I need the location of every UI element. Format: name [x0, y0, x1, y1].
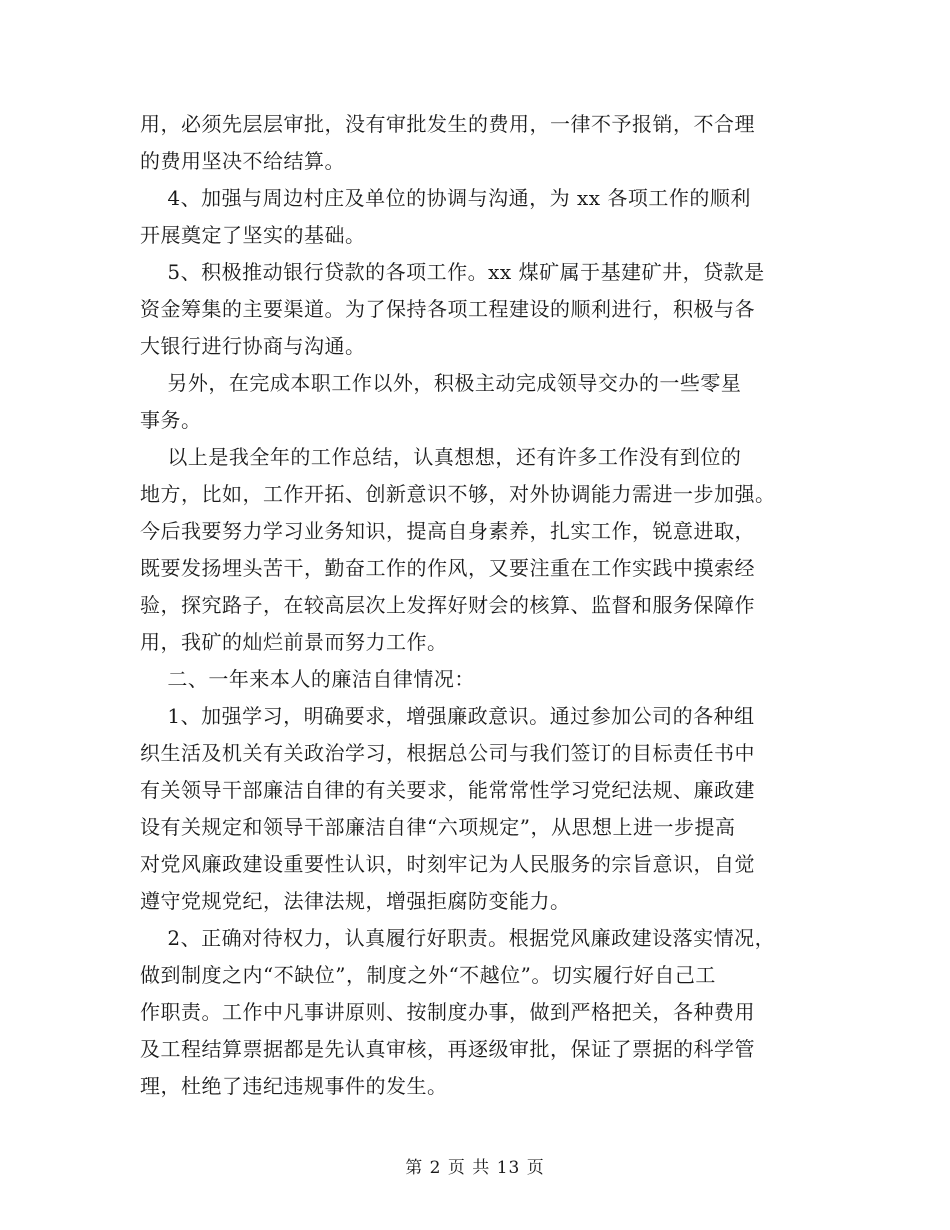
text-line: 以上是我全年的工作总结，认真想想，还有许多工作没有到位的 — [140, 445, 742, 469]
text-line: 作职责。工作中凡事讲原则、按制度办事，做到严格把关，各种费用 — [140, 1000, 755, 1024]
text-line: 2、正确对待权力，认真履行好职责。根据党风廉政建设落实情况， — [140, 926, 776, 950]
text-line: 事务。 — [140, 408, 202, 432]
text-line: 及工程结算票据都是先认真审核，再逐级审批，保证了票据的科学管 — [140, 1037, 755, 1061]
text-line: 另外，在完成本职工作以外，积极主动完成领导交办的一些零星 — [140, 371, 742, 395]
text-line: 对党风廉政建设重要性认识，时刻牢记为人民服务的宗旨意识，自觉 — [140, 852, 755, 876]
text-line: 既要发扬埋头苦干，勤奋工作的作风，又要注重在工作实践中摸索经 — [140, 556, 755, 580]
text-line: 资金筹集的主要渠道。为了保持各项工程建设的顺利进行，积极与各 — [140, 297, 755, 321]
text-line: 理，杜绝了违纪违规事件的发生。 — [140, 1074, 448, 1098]
section-heading: 二、一年来本人的廉洁自律情况： — [140, 667, 475, 691]
text-line: 4、加强与周边村庄及单位的协调与沟通，为 xx 各项工作的顺利 — [140, 186, 751, 210]
text-line: 开展奠定了坚实的基础。 — [140, 223, 366, 247]
text-line: 有关领导干部廉洁自律的有关要求，能常常性学习党纪法规、廉政建 — [140, 778, 755, 802]
text-line: 大银行进行协商与沟通。 — [140, 334, 366, 358]
text-line: 验，探究路子，在较高层次上发挥好财会的核算、监督和服务保障作 — [140, 593, 755, 617]
text-line: 做到制度之内“不缺位”，制度之外“不越位”。切实履行好自己工 — [140, 963, 716, 987]
text-line: 地方，比如，工作开拓、创新意识不够，对外协调能力需进一步加强。 — [140, 482, 776, 506]
text-line: 织生活及机关有关政治学习，根据总公司与我们签订的目标责任书中 — [140, 741, 755, 765]
page-footer: 第 2 页 共 13 页 — [405, 1158, 545, 1178]
text-line: 用，必须先层层审批，没有审批发生的费用，一律不予报销，不合理 — [140, 112, 755, 136]
text-line: 5、积极推动银行贷款的各项工作。xx 煤矿属于基建矿井，贷款是 — [140, 260, 765, 284]
text-line: 1、加强学习，明确要求，增强廉政意识。通过参加公司的各种组 — [140, 704, 755, 728]
text-line: 遵守党规党纪，法律法规，增强拒腐防变能力。 — [140, 889, 571, 913]
text-line: 设有关规定和领导干部廉洁自律“六项规定”，从思想上进一步提高 — [140, 815, 736, 839]
text-line: 的费用坚决不给结算。 — [140, 149, 345, 173]
text-line: 今后我要努力学习业务知识，提高自身素养，扎实工作，锐意进取， — [140, 519, 755, 543]
text-line: 用，我矿的灿烂前景而努力工作。 — [140, 630, 448, 654]
